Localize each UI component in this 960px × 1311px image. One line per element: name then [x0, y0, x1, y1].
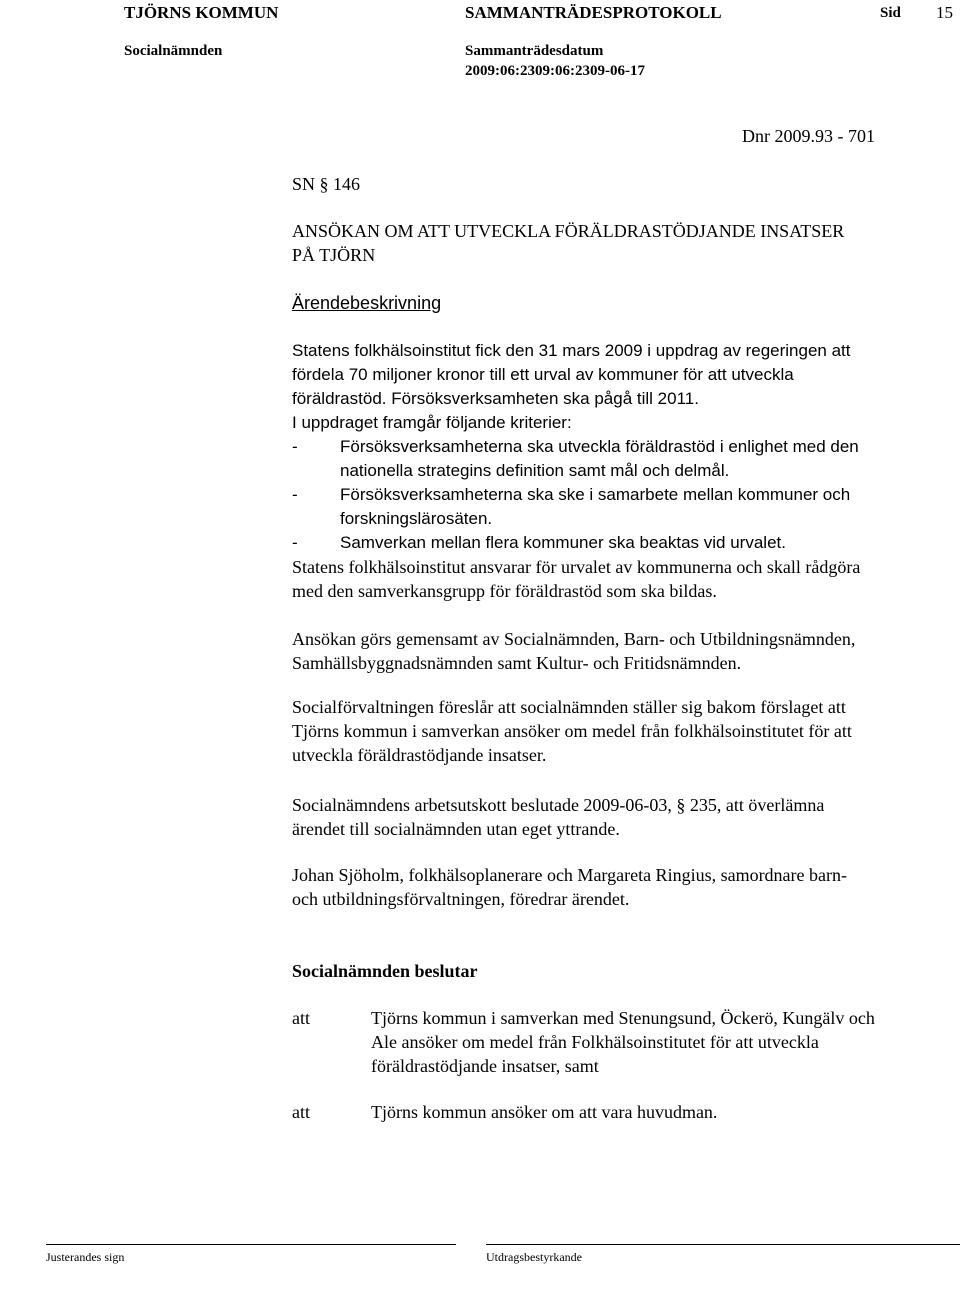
paragraph-line: Samhällsbyggnadsnämnden samt Kultur- och Fritidsnämnden.: [292, 653, 742, 673]
header-committee: Socialnämnden: [124, 43, 223, 59]
paragraph-line: och utbildningsförvaltningen, föredrar ärendet.: [292, 889, 630, 909]
header-org: TJÖRNS KOMMUN: [124, 3, 279, 22]
intro-line: fördela 70 miljoner kronor till ett urval av kommuner för att utveckla: [292, 365, 794, 384]
intro-line: föräldrastöd. Försöksverksamheten ska pågå till 2011.: [292, 389, 699, 408]
list-dash: -: [292, 533, 298, 552]
extract-line: [486, 1244, 960, 1245]
header-doc-type: SAMMANTRÄDESPROTOKOLL: [465, 3, 722, 22]
responsibility-line: med den samverkansgrupp för föräldrastöd som ska bildas.: [292, 581, 717, 601]
intro-line: I uppdraget framgår följande kriterier:: [292, 413, 572, 432]
case-description-heading: Ärendebeskrivning: [292, 293, 442, 313]
decision-text: Tjörns kommun i samverkan med Stenungsund, Öckerö, Kungälv och Ale ansöker om medel från Folkhälsoinstitutet för att utveckla föräldrastödjande insatser, samt: [371, 1008, 875, 1076]
list-dash: -: [292, 437, 298, 456]
paragraph-line: utveckla föräldrastödjande insatser.: [292, 745, 547, 765]
header-page-number: 15: [936, 3, 953, 22]
paragraph-line: Socialförvaltningen föreslår att socialnämnden ställer sig bakom förslaget att: [292, 697, 846, 717]
header-meeting-date-label: Sammanträdesdatum: [465, 43, 604, 59]
header-meeting-date: 2009:06:2309:06:2309-06-17: [465, 63, 645, 79]
case-title-line-1: ANSÖKAN OM ATT UTVECKLA FÖRÄLDRASTÖDJANDE INSATSER: [292, 221, 845, 241]
criteria-text: Försöksverksamheterna ska ske i samarbete mellan kommuner och: [340, 485, 851, 504]
extract-label: Utdragsbestyrkande: [486, 1250, 582, 1264]
diary-number: Dnr 2009.93 - 701: [742, 126, 875, 146]
case-title-line-2: PÅ TJÖRN: [292, 245, 376, 265]
paragraph-line: Ansökan görs gemensamt av Socialnämnden, Barn- och Utbildningsnämnden,: [292, 629, 856, 649]
paragraph-proposal: [292, 695, 952, 767]
list-dash: -: [292, 485, 298, 504]
paragraph-presenters: [292, 863, 952, 911]
decision-key: att: [292, 1102, 310, 1122]
paragraph-line: Johan Sjöholm, folkhälsoplanerare och Margareta Ringius, samordnare barn-: [292, 865, 848, 885]
sign-label: Justerandes sign: [46, 1250, 125, 1264]
decision-text: Tjörns kommun ansöker om att vara huvudman.: [371, 1102, 718, 1122]
paragraph-line: ärendet till socialnämnden utan eget yttrande.: [292, 819, 620, 839]
decision-key: att: [292, 1008, 310, 1028]
criteria-text: Försöksverksamheterna ska utveckla föräldrastöd i enlighet med den: [340, 437, 859, 456]
signature-line: [46, 1244, 456, 1245]
responsibility-line: Statens folkhälsoinstitut ansvarar för urvalet av kommunerna och skall rådgöra: [292, 557, 861, 577]
header-page-label: Sid: [880, 5, 901, 21]
criteria-text: Samverkan mellan flera kommuner ska beaktas vid urvalet.: [340, 533, 786, 552]
criteria-text: forskningslärosäten.: [340, 509, 493, 528]
paragraph-line: Tjörns kommun i samverkan ansöker om medel från folkhälsoinstitutet för att: [292, 721, 852, 741]
section-number: SN § 146: [292, 174, 361, 194]
decision-heading: Socialnämnden beslutar: [292, 961, 478, 981]
paragraph-line: Socialnämndens arbetsutskott beslutade 2009-06-03, § 235, att överlämna: [292, 795, 825, 815]
paragraph-application: [292, 627, 952, 675]
paragraph-committee-decision: [292, 793, 952, 841]
criteria-text: nationella strategins definition samt mål och delmål.: [340, 461, 730, 480]
intro-line: Statens folkhälsoinstitut fick den 31 mars 2009 i uppdrag av regeringen att: [292, 341, 851, 360]
